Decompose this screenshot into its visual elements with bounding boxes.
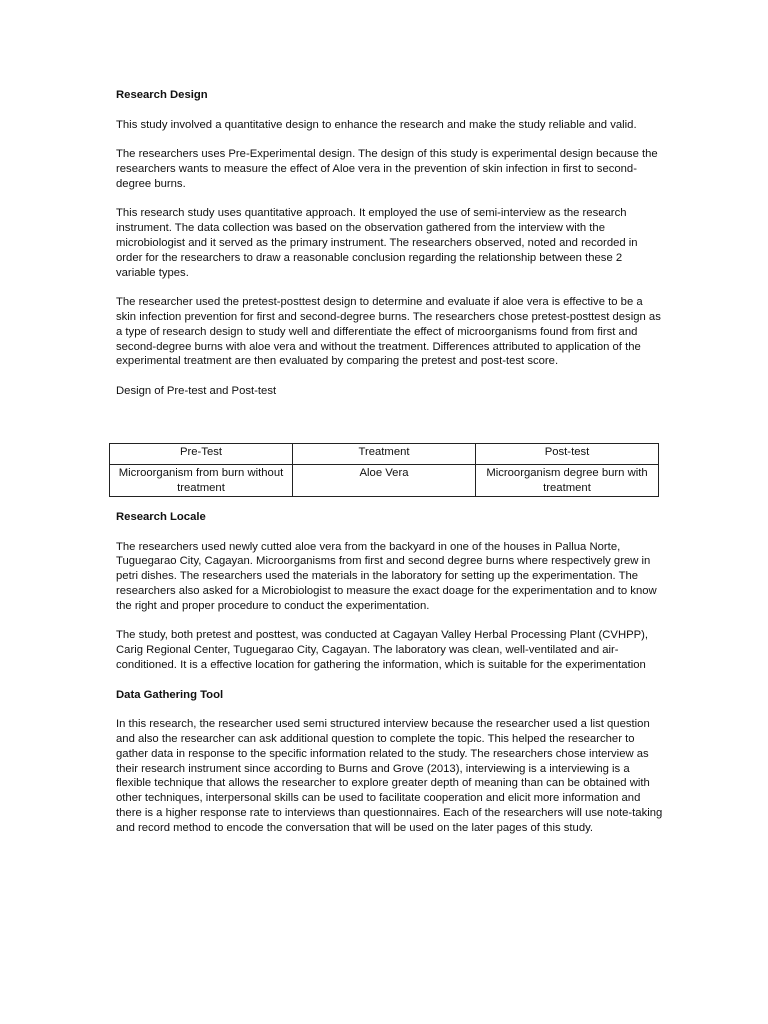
pretest-posttest-table — [109, 443, 659, 497]
locale-paragraph-1: The researchers used newly cutted aloe vera from the backyard in one of the houses in Pallua Norte, Tuguegarao City, Cagayan. Microorganisms from first and second degree burns where respectively grew in petri dishes. The researchers used the materials in the laboratory for setting up the experimentation. The researchers also asked for a Microbiologist to measure the exact doage for the experimentation and to know the right and proper procedure to conduct the experimentation. — [116, 540, 657, 612]
research-design-section — [116, 88, 664, 414]
table-cell: Aloe Vera — [293, 465, 476, 497]
data-gathering-tool-heading: Data Gathering Tool — [116, 688, 224, 701]
design-paragraph-3: This research study uses quantitative approach. It employed the use of semi-interview as the research instrument. The data collection was based on the observation gathered from the interview with the microbiologist and it served as the primary instrument. The researchers observed, noted and recorded in order for the researchers to draw a reasonable conclusion regarding the relationship between these 2 variable types. — [116, 207, 638, 279]
design-paragraph-1: This study involved a quantitative design to enhance the research and make the study reliable and valid. — [116, 118, 637, 131]
design-paragraph-2: The researchers uses Pre-Experimental design. The design of this study is experimental design because the researchers wants to measure the effect of Aloe vera in the prevention of skin infection in first to second-degree burns. — [116, 148, 658, 190]
table-header-cell: Post-test — [476, 444, 659, 465]
tool-paragraph-1: In this research, the researcher used semi structured interview because the researcher used a list question and also the researcher can ask additional question to complete the topic. This helped the researcher to gather data in response to the specific information related to the study. The researchers chose interview as their research instrument since according to Burns and Grove (2013), interviewing is a interviewing is a flexible technique that allows the researcher to explore greater depth of meaning than can be obtained with other techniques, interpersonal skills can be used to facilitate cooperation and elicit more information and there is a higher response rate to interviews than questionnaires. Each of the researchers will use note-taking and record method to encode the conversation that will be used on the later pages of this study. — [116, 718, 663, 834]
table-cell: Microorganism from burn without treatment — [110, 465, 293, 497]
locale-and-tool-section — [116, 510, 664, 850]
table-caption: Design of Pre-test and Post-test — [116, 384, 277, 397]
table-header-row — [110, 444, 659, 465]
table-row — [110, 465, 659, 497]
design-paragraph-4: The researcher used the pretest-posttest design to determine and evaluate if aloe vera is effective to be a skin infection prevention for first and second-degree burns. The researchers chose pretest-posttest design as a type of research design to study well and differentiate the effect of microorganisms found from first and second-degree burns with aloe vera and without the treatment. Differences attributed to application of the experimental treatment are then evaluated by comparing the pretest and post-test score. — [116, 296, 661, 368]
table-header-cell: Pre-Test — [110, 444, 293, 465]
research-locale-heading: Research Locale — [116, 511, 206, 523]
table-header-cell: Treatment — [293, 444, 476, 465]
table-cell: Microorganism degree burn with treatment — [476, 465, 659, 497]
locale-paragraph-2: The study, both pretest and posttest, was conducted at Cagayan Valley Herbal Processing Plant (CVHPP), Carig Regional Center, Tuguegarao City, Cagayan. The laboratory was clean, well-ventilated and air-conditioned. It is a effective location for gathering the information, which is suitable for the experimentation — [116, 629, 649, 671]
research-design-heading: Research Design — [116, 89, 208, 101]
